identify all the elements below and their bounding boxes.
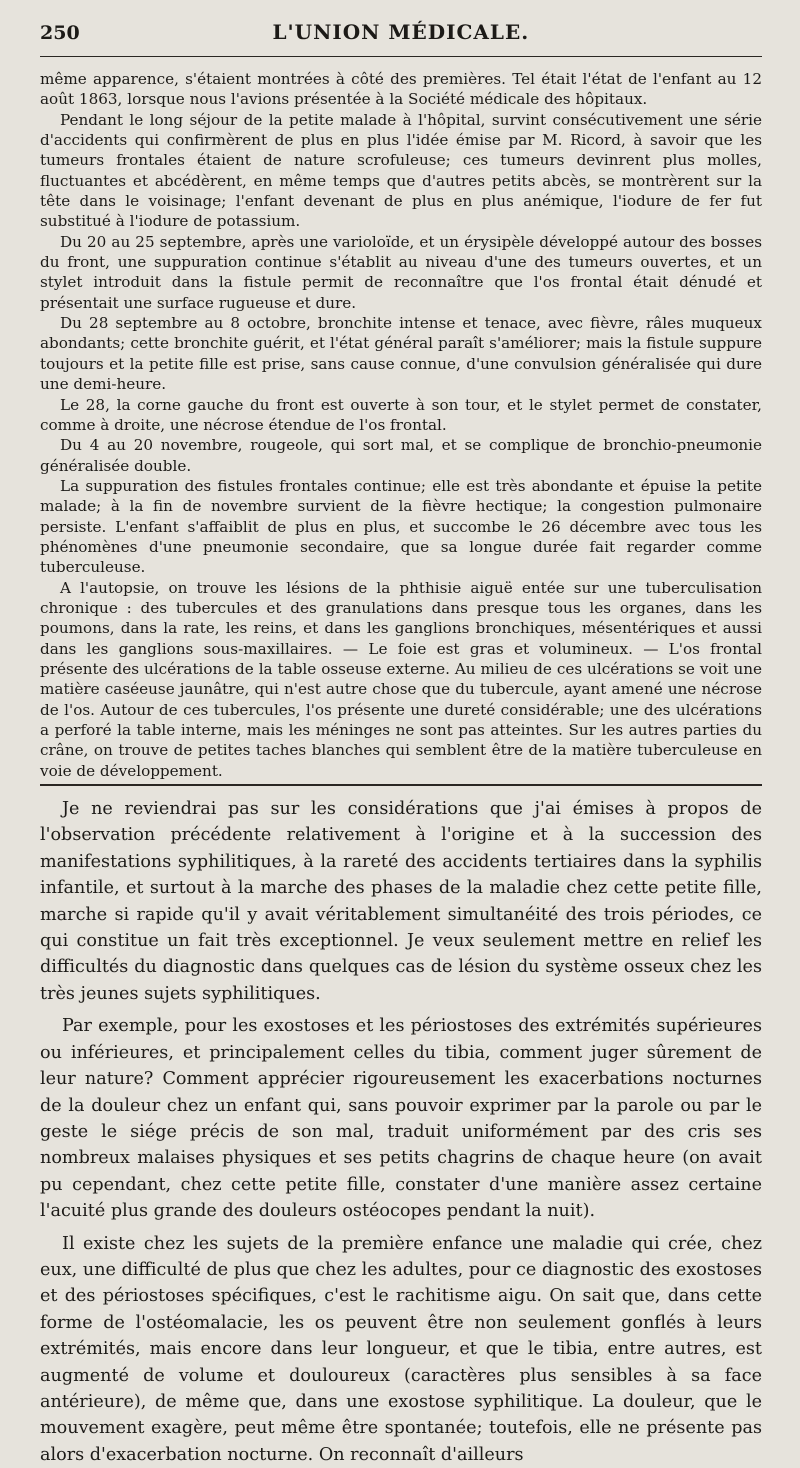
observation-text [40, 69, 762, 781]
discussion-text [40, 796, 762, 1468]
header-rule [40, 56, 762, 57]
paragraph: Du 20 au 25 septembre, après une varioloïde, et un érysipèle développé autour des bosses du front, une suppuration continue s'établit au niveau d'une des tumeurs ouvertes, et un stylet introduit dans la fistule permit de reconnaître que l'os frontal était dénudé et présentait une surface rugueuse et dure. [40, 232, 762, 312]
paragraph: Du 4 au 20 novembre, rougeole, qui sort mal, et se complique de bronchio-pneumonie généralisée double. [40, 436, 762, 475]
paragraph: Je ne reviendrai pas sur les considérations que j'ai émises à propos de l'observation précédente relativement à l'origine et à la succession des manifestations syphilitiques, à la rareté des accidents tertiaires dans la syphilis infantile, et surtout à la marche des phases de la maladie chez cette petite fille, marche si rapide qu'il y avait véritablement simultanéité des trois périodes, ce qui constitue un fait très exceptionnel. Je veux seulement mettre en relief les difficultés du diagnostic dans quelques cas de lésion du système osseux chez les très jeunes sujets syphilitiques. [40, 799, 762, 1004]
paragraph: La suppuration des fistules frontales continue; elle est très abondante et épuise la petite malade; à la fin de novembre survient de la fièvre hectique; la congestion pulmonaire persiste. L'enfant s'affaiblit de plus en plus, et succombe le 26 décembre avec tous les phénomènes d'une pneumonie secondaire, que sa longue durée fait regarder comme tuberculeuse. [40, 476, 762, 577]
paragraph: A l'autopsie, on trouve les lésions de la phthisie aiguë entée sur une tuberculisation chronique : des tubercules et des granulations dans presque tous les organes, dans les poumons, dans la rate, les reins, et dans les ganglions bronchiques, mésentériques et aussi dans les ganglions sous-maxillaires. — Le foie est gras et volumineux. — L'os frontal présente des ulcérations de la table osseuse externe. Au milieu de ces ulcérations se voit une matière caséeuse jaunâtre, qui n'est autre chose que du tubercule, ayant amené une nécrose de l'os. Autour de ces tubercules, l'os présente une dureté considérable; une des ulcérations a perforé la table interne, mais les méninges ne sont pas atteintes. Sur les autres parties du crâne, on trouve de petites taches blanches qui semblent être de la matière tuberculeuse en voie de développement. [40, 578, 762, 780]
paragraph: Il existe chez les sujets de la première enfance une maladie qui crée, chez eux, une difficulté de plus que chez les adultes, pour ce diagnostic des exostoses et des périostoses spécifiques, c'est le rachitisme aigu. On sait que, dans cette forme de l'ostéomalacie, les os peuvent être non seulement gonflés à leurs extrémités, mais encore dans leur longueur, et que le tibia, entre autres, est augmenté de volume et douloureux (caractères plus sensibles à sa face antérieure), de même que, dans une exostose syphilitique. La douleur, que le mouvement exagère, peut même être spontanée; toutefois, elle ne présente pas alors d'exacerbation nocturne. On reconnaît d'ailleurs [40, 1233, 762, 1465]
journal-title: L'UNION MÉDICALE. [272, 20, 530, 44]
section-separator [40, 784, 762, 786]
paragraph: Le 28, la corne gauche du front est ouverte à son tour, et le stylet permet de constater, comme à droite, une nécrose étendue de l'os frontal. [40, 395, 762, 434]
paragraph: Du 28 septembre au 8 octobre, bronchite intense et tenace, avec fièvre, râles muqueux abondants; cette bronchite guérit, et l'état général paraît s'améliorer; mais la fistule suppure toujours et la petite fille est prise, sans cause connue, d'une convulsion généralisée qui dure une demi-heure. [40, 314, 762, 394]
paragraph: Par exemple, pour les exostoses et les périostoses des extrémités supérieures ou inférieures, et principalement celles du tibia, comment juger sûrement de leur nature? Comment apprécier rigoureusement les exacerbations nocturnes de la douleur chez un enfant qui, sans pouvoir exprimer par la parole ou par le geste le siége précis de son mal, traduit uniformément par des cris ses nombreux malaises physiques et ses petits chagrins de chaque heure (on avait pu cependant, chez cette petite fille, constater d'une manière assez certaine l'acuité plus grande des douleurs ostéocopes pendant la nuit). [40, 1016, 762, 1222]
paragraph: Pendant le long séjour de la petite malade à l'hôpital, survint consécutivement une série d'accidents qui confirmèrent de plus en plus l'idée émise par M. Ricord, à savoir que les tumeurs frontales étaient de nature scrofuleuse; ces tumeurs devinrent plus molles, fluctuantes et abcédèrent, en même temps que d'autres petits abcès, se montrèrent sur la tête dans le voisinage; l'enfant devenant de plus en plus anémique, l'iodure de fer fut substitué à l'iodure de potassium. [40, 110, 762, 231]
page-number: 250 [40, 22, 80, 44]
running-header [40, 20, 762, 52]
paragraph: même apparence, s'étaient montrées à côté des premières. Tel était l'état de l'enfant au 12 août 1863, lorsque nous l'avions présentée à la Société médicale des hôpitaux. [40, 70, 762, 109]
